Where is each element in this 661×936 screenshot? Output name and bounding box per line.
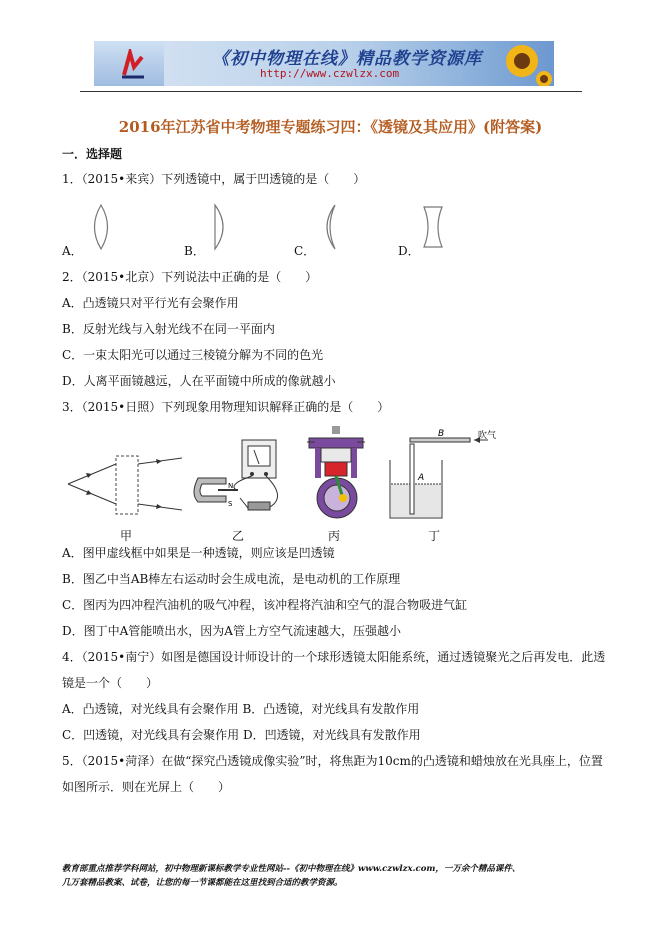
document-title: 2016年江苏省中考物理专题练习四：《透镜及其应用》(附答案) xyxy=(118,118,543,136)
site-banner xyxy=(94,41,554,86)
question-4-stem-line2: 镜是一个（ ） xyxy=(62,676,159,690)
figure-label-jia: 甲 xyxy=(120,529,133,543)
question-3-option-b: B．图乙中当AB棒左右运动时会生成电流，是电动机的工作原理 xyxy=(62,572,401,586)
lens-b-planoconvex-icon xyxy=(205,203,235,251)
lens-d-biconcave-icon xyxy=(418,203,448,251)
sunflower-icon xyxy=(492,41,552,86)
figure-ding-label-blow: 吹气 xyxy=(478,431,497,441)
figure-yi-label-n: N xyxy=(228,482,234,490)
banner-url[interactable]: http://www.czwlzx.com xyxy=(260,67,400,80)
section-heading: 一．选择题 xyxy=(62,147,123,161)
question-4-options-cd: C．凹透镜，对光线具有会聚作用 D．凹透镜，对光线具有发散作用 xyxy=(62,728,421,742)
question-2-option-c: C．一束太阳光可以通过三棱镜分解为不同的色光 xyxy=(62,348,324,362)
question-2-option-d: D．人离平面镜越远，人在平面镜中所成的像就越小 xyxy=(62,374,336,388)
question-2-stem: 2．（2015•北京）下列说法中正确的是（ ） xyxy=(62,270,318,284)
question-1-option-b: B． xyxy=(184,244,205,258)
lens-c-meniscus-icon xyxy=(315,203,345,251)
question-5-stem-line2: 如图所示．则在光屏上（ ） xyxy=(62,780,231,794)
question-4-options-ab: A．凸透镜，对光线具有会聚作用 B．凸透镜，对光线具有发散作用 xyxy=(62,702,420,716)
footer-line-2: 几万套精品教案、试卷，让您的每一节课都能在这里找到合适的教学资源。 xyxy=(62,878,343,888)
question-1-option-c: C． xyxy=(294,244,316,258)
site-logo xyxy=(94,41,164,86)
question-3-option-a: A．图甲虚线框中如果是一种透镜，则应该是凹透镜 xyxy=(62,546,335,560)
figure-label-yi: 乙 xyxy=(232,529,245,543)
question-5-stem-line1: 5．（2015•菏泽）在做“探究凸透镜成像实验”时，将焦距为10cm的凸透镜和蜡烛放在光具座上，位置 xyxy=(62,754,603,768)
figure-yi-induction xyxy=(188,438,298,524)
figure-yi-label-s: S xyxy=(228,500,233,508)
figure-jia-light-rays xyxy=(66,452,184,522)
question-3-option-d: D．图丁中A管能喷出水，因为A管上方空气流速越大，压强越小 xyxy=(62,624,401,638)
figure-ding-label-b: B xyxy=(438,429,445,439)
banner-title: 《初中物理在线》精品教学资源库 xyxy=(212,49,482,69)
figure-label-bing: 丙 xyxy=(328,529,341,543)
logo-icon xyxy=(120,49,146,79)
figure-bing-engine xyxy=(303,426,369,526)
question-1-stem: 1．（2015•来宾）下列透镜中，属于凹透镜的是（ ） xyxy=(62,172,366,186)
question-3-option-c: C．图丙为四冲程汽油机的吸气冲程，该冲程将汽油和空气的混合物吸进气缸 xyxy=(62,598,468,612)
question-2-option-b: B．反射光线与入射光线不在同一平面内 xyxy=(62,322,275,336)
question-1-option-a: A． xyxy=(62,244,83,258)
footer-line-1: 教育部重点推荐学科网站，初中物理新课标教学专业性网站--《初中物理在线》www.czwlzx.com，一万余个精品课件、 xyxy=(62,864,521,874)
figure-ding-air-flow xyxy=(382,428,502,524)
question-1-option-d: D． xyxy=(398,244,420,258)
figure-label-ding: 丁 xyxy=(428,529,441,543)
question-2-option-a: A．凸透镜只对平行光有会聚作用 xyxy=(62,296,239,310)
question-3-stem: 3．（2015•日照）下列现象用物理知识解释正确的是（ ） xyxy=(62,400,390,414)
lens-a-biconvex-icon xyxy=(86,203,116,251)
header-rule xyxy=(80,91,582,92)
figure-ding-label-a: A xyxy=(418,473,425,483)
question-4-stem-line1: 4．（2015•南宁）如图是德国设计师设计的一个球形透镜太阳能系统，通过透镜聚光之后再发电．此透 xyxy=(62,650,606,664)
